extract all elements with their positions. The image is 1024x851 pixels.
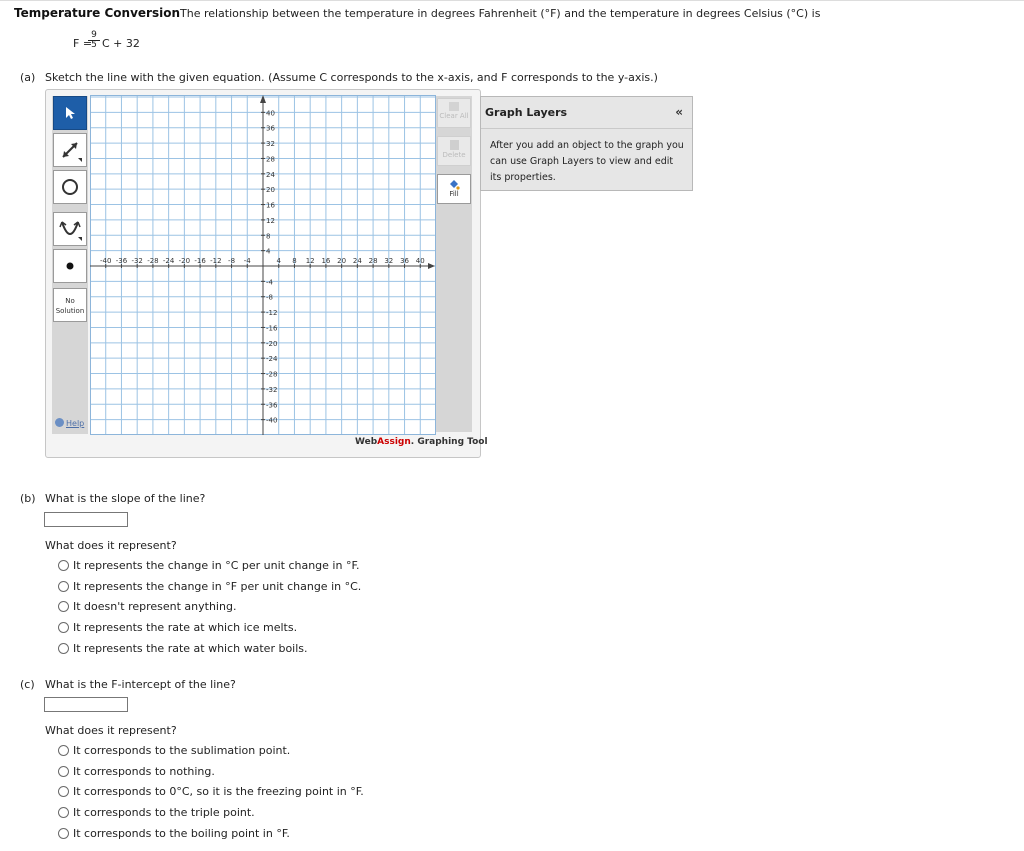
problem-intro: The relationship between the temperature in degrees Fahrenheit (°F) and the temperature in degrees Celsius (°C) is [180,7,821,20]
x-tick-label: -12 [210,257,222,265]
equation-fraction [88,31,100,50]
part-b-subquestion: What does it represent? [45,539,177,552]
equation-lhs: F = [73,37,93,50]
x-tick-label: -40 [100,257,112,265]
part-c-option-label: It corresponds to 0°C, so it is the freezing point in °F. [73,785,364,799]
part-c-option[interactable] [58,744,290,757]
y-tick-label: -16 [266,324,278,333]
help-icon [55,418,64,427]
pointer-icon [63,106,77,120]
x-tick-label: -20 [178,257,191,265]
x-tick-label: 24 [352,257,362,265]
x-tick-label: -28 [147,257,159,265]
y-tick-label: 12 [266,216,275,225]
brand-accent: Assign [377,437,411,447]
part-a-text: Sketch the line with the given equation. (Assume C corresponds to the x-axis, and F corresponds to the y-axis.) [45,71,658,84]
graph-layers-title: Graph Layers [485,106,568,119]
fill-label: Fill [449,190,459,198]
part-c-radio[interactable] [58,786,69,797]
paint-bucket-icon [448,178,460,190]
parabola-tool-button[interactable] [53,212,87,246]
y-tick-label: -24 [266,355,278,364]
part-c-radio[interactable] [58,828,69,839]
brand-suffix: . Graphing Tool [410,437,488,447]
point-tool-button[interactable] [53,249,87,283]
x-tick-label: 40 [415,257,425,265]
part-c-radio[interactable] [58,807,69,818]
y-tick-label: 28 [266,155,275,164]
y-tick-label: 8 [266,232,271,241]
y-tick-label: -4 [266,278,273,287]
y-tick-label: -28 [266,370,278,379]
x-tick-label: 32 [384,257,394,265]
circle-tool-button[interactable] [53,170,87,204]
part-b-option-label: It represents the rate at which ice melts. [73,621,298,635]
x-tick-label: 36 [400,257,410,265]
part-c-radio[interactable] [58,766,69,777]
x-tick-label: -24 [162,257,175,265]
part-b-option-label: It doesn't represent anything. [73,600,237,614]
help-link[interactable] [55,418,84,428]
delete-button[interactable] [437,136,471,166]
x-tick-label: 20 [337,257,347,265]
part-b-option[interactable] [58,642,308,655]
pointer-tool-button[interactable] [53,96,87,130]
y-tick-label: 16 [266,201,275,210]
y-tick-label: -36 [266,401,278,410]
fraction-numerator: 9 [91,30,97,40]
fill-button[interactable] [437,174,471,204]
part-b-option[interactable] [58,559,360,572]
part-a-label: (a) [20,71,36,84]
top-divider [0,0,1024,1]
x-tick-label: -8 [228,257,236,265]
part-c-option[interactable] [58,806,255,819]
x-tick-label: -4 [243,257,251,265]
part-c-label: (c) [20,678,35,691]
graph-layers-header [481,97,692,129]
parabola-icon [57,216,83,242]
help-label: Help [66,419,85,428]
brand-prefix: Web [355,437,378,447]
y-tick-label: -40 [266,416,278,425]
equation-rhs: C + 32 [102,37,140,50]
no-solution-button[interactable]: No Solution [53,288,87,322]
trash-icon [450,140,459,150]
part-b-option-label: It represents the rate at which water boils. [73,641,308,655]
x-tick-label: -16 [194,257,206,265]
part-b-option[interactable] [58,580,361,593]
part-c-option[interactable] [58,827,290,840]
part-b-question: What is the slope of the line? [45,492,206,505]
clear-all-label: Clear All [439,112,469,120]
graph-canvas[interactable] [90,95,436,435]
part-b-radio[interactable] [58,601,69,612]
part-c-option-label: It corresponds to the boiling point in °F. [73,826,290,840]
clear-all-icon [449,102,459,111]
part-b-radio[interactable] [58,560,69,571]
y-tick-label: 40 [266,109,275,118]
part-b-radio[interactable] [58,622,69,633]
part-b-option[interactable] [58,600,236,613]
y-tick-label: 32 [266,140,275,149]
y-tick-label: -32 [266,385,278,394]
problem-title: Temperature Conversion [14,6,181,20]
webassign-brand [355,437,488,447]
line-tool-button[interactable] [53,133,87,167]
slope-input[interactable] [44,512,128,527]
part-b-radio[interactable] [58,643,69,654]
y-tick-label: -8 [266,293,273,302]
part-c-question: What is the F-intercept of the line? [45,678,236,691]
y-tick-label: 4 [266,247,271,256]
intercept-input[interactable] [44,697,128,712]
part-b-option-label: It represents the change in °F per unit change in °C. [73,579,362,593]
y-tick-label: 24 [266,170,275,179]
y-tick-label: 36 [266,124,275,133]
collapse-icon[interactable]: « [675,105,683,119]
delete-label: Delete [442,151,466,159]
y-tick-label: -12 [266,309,278,318]
part-c-subquestion: What does it represent? [45,724,177,737]
x-tick-label: 16 [321,257,331,265]
x-tick-label: -32 [131,257,143,265]
part-c-radio[interactable] [58,745,69,756]
x-tick-label: -36 [115,257,128,265]
graph-layers-panel [480,96,693,191]
part-c-option[interactable] [58,785,364,798]
y-tick-label: -20 [266,339,278,348]
part-b-radio[interactable] [58,581,69,592]
circle-icon [59,176,81,198]
part-b-label: (b) [20,492,36,505]
part-c-option[interactable] [58,765,215,778]
graph-layers-help-text: After you add an object to the graph you can use Graph Layers to view and edit its properties. [490,140,684,183]
x-tick-label: 8 [292,257,297,265]
equation [73,32,153,58]
y-tick-label: 20 [266,186,275,195]
x-tick-label: 4 [276,257,281,265]
x-tick-label: 28 [368,257,378,265]
line-icon [57,137,83,163]
part-c-option-label: It corresponds to the triple point. [73,806,255,820]
clear-all-button[interactable] [437,98,471,128]
point-icon [64,260,76,272]
part-c-option-label: It corresponds to nothing. [73,764,215,778]
part-b-option[interactable] [58,621,297,634]
x-tick-label: 12 [305,257,315,265]
fraction-denominator: 5 [88,40,100,50]
part-c-option-label: It corresponds to the sublimation point. [73,744,291,757]
part-b-option-label: It represents the change in °C per unit change in °F. [73,559,360,572]
